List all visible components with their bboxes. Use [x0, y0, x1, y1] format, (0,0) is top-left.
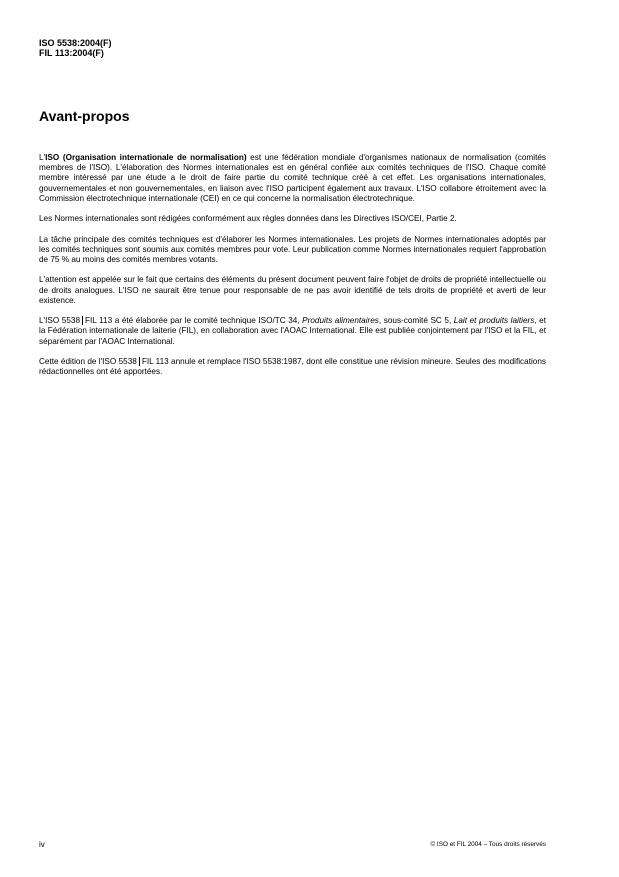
- paragraph-4: L'attention est appelée sur le fait que certains des éléments du présent document peuvent faire l'objet de droits de propriété intellectuelle ou de droits analogues. L'ISO ne saurait être tenue pour responsable de ne pas avoir identifié de tels droits de propriété et averti de leur existence.: [39, 275, 546, 305]
- paragraph-6: [39, 357, 546, 377]
- p5-a: L'ISO 5538: [39, 316, 81, 326]
- p1-rest: est une fédération mondiale d'organismes nationaux de normalisation (comités membres de l'ISO). L'élaboration des Normes internationales est en général confiée aux comités techniques de l'ISO. Chaque comité membre intéressé par une étude a le droit de faire partie du comité technique créé à cet effet. Les organisations internationales, gouvernementales et non gouvernementales, en liaison avec l'ISO participent également aux travaux. L'ISO collabore étroitement avec la Commission électrotechnique internationale (CEI) en ce qui concerne la normalisation électrotechnique.: [39, 153, 546, 203]
- document-header: [39, 38, 112, 58]
- iso-reference: ISO 5538:2004(F): [39, 38, 112, 48]
- iso-definition: ISO (Organisation internationale de normalisation): [45, 153, 247, 162]
- paragraph-2: Les Normes internationales sont rédigées conformément aux règles données dans les Directives ISO/CEI, Partie 2.: [39, 214, 457, 224]
- p5-c: , sous-comité SC 5,: [378, 316, 454, 326]
- section-title: Avant-propos: [39, 108, 130, 124]
- foreword-body: [39, 153, 546, 388]
- page-number: iv: [39, 840, 45, 849]
- fil-reference: FIL 113:2004(F): [39, 48, 104, 58]
- p5-b: FIL 113 a été élaborée par le comité technique ISO/TC 34,: [85, 316, 303, 326]
- paragraph-1: [39, 153, 546, 204]
- committee-title: Produits alimentaires: [302, 316, 379, 326]
- paragraph-3: La tâche principale des comités techniques est d'élaborer les Normes internationales. Les projets de Normes internationales adoptés par les comités techniques sont soumis aux comités membres pour vote. Leur publication comme Normes internationales requiert l'approbation de 75 % au moins des comités membres votants.: [39, 234, 546, 264]
- p5-d: , et la Fédération internationale de laiterie (FIL), en collaboration avec l'AOAC International. Elle est publiée conjointement par l'ISO et la FIL, et séparément par l'AOAC International.: [39, 316, 547, 346]
- copyright-notice: © ISO et FIL 2004 – Tous droits réservés: [430, 841, 546, 848]
- p6-a: Cette édition de l'ISO 5538: [39, 356, 137, 366]
- separator-bar: [82, 316, 83, 325]
- p6-b: FIL 113 annule et remplace l'ISO 5538:1987, dont elle constitue une révision mineure. Seules des modifications rédactionnelles ont été apportées.: [39, 356, 546, 377]
- separator-bar: [139, 357, 140, 366]
- p1-prefix: L': [39, 153, 46, 162]
- paragraph-5: [39, 316, 546, 347]
- subcommittee-title: Lait et produits laitiers: [453, 316, 535, 326]
